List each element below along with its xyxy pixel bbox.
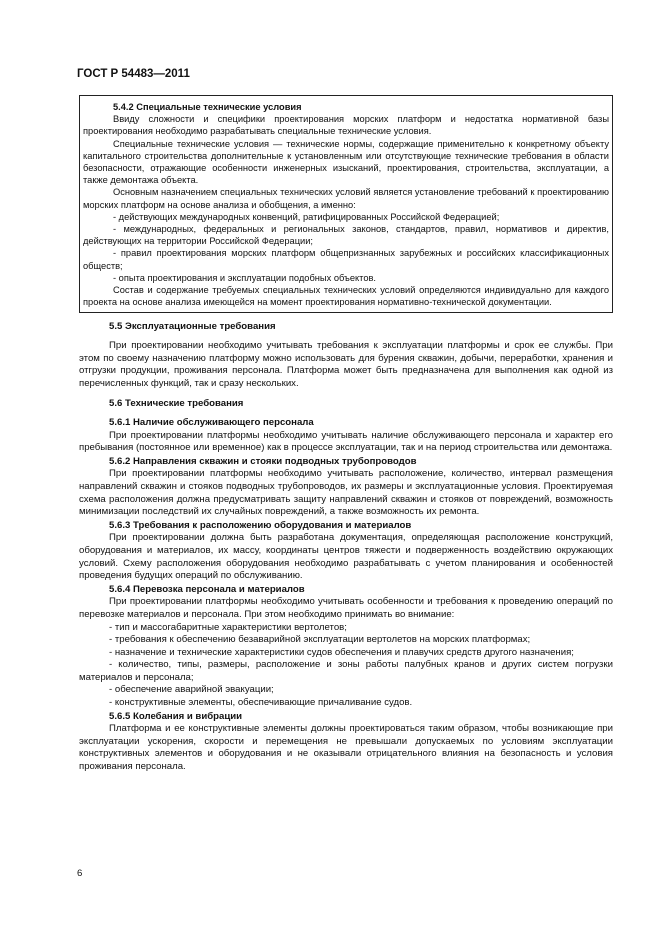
paragraph: Специальные технические условия — технические нормы, содержащие применительно к конкретному объекту капитального строительства дополнительные к установленным или отсутствующие технические требования в области безопасности, отражающие особенности инженерных изысканий, проектирования, строительства, эксплуатации, а также демонтажа объекта. [83,138,609,186]
paragraph: Платформа и ее конструктивные элементы должны проектироваться таким образом, чтобы возникающие при эксплуатации ускорения, скорости и перемещения не превышали допускаемых по условиям эксплуатации конструктивных элементов и оборудования и не оказывали отрицательного влияния на безопасность и условия проживания персонала. [79,723,613,773]
list-item: - требования к обеспечению безаварийной эксплуатации вертолетов на морских платформах; [109,634,531,646]
paragraph: При проектировании необходимо учитывать требования к эксплуатации платформы и срок ее службы. При этом по своему назначению платформу можно использовать для бурения скважин, добычи, переработки, хранения и отгрузки продукции, проживания персонала. Платформа может быть предназначена для выполнения как одной из перечисленных функций, так и сразу нескольких. [79,340,613,389]
section-title-5-6-1: 5.6.1 Наличие обслуживающего персонала [109,417,314,429]
boxed-section-5-4-2 [79,95,613,313]
section-title-5-6-5: 5.6.5 Колебания и вибрации [109,710,243,722]
page-content [79,95,613,774]
paragraph: При проектировании платформы необходимо учитывать расположение, количество, интервал размещения направлений скважин и стояков подводных трубопроводов, их размеры и эксплуатационные условия. Проектируемая схема расположения должна предусматривать защиту направлений скважин и стояков от повреждений, возможность минимизации последствий их случайных повреждений, а также возможность их ремонта. [79,468,613,518]
list-item: - международных, федеральных и региональных законов, стандартов, правил, нормативов и директив, действующих на территории Российской Федерации; [83,224,609,247]
list-item: - конструктивные элементы, обеспечивающие причаливание судов. [109,697,413,709]
section-title-5-6-3: 5.6.3 Требования к расположению оборудования и материалов [109,519,412,531]
list-item: - обеспечение аварийной эвакуации; [109,684,274,696]
section-title-5-6: 5.6 Технические требования [109,398,244,410]
document-id: ГОСТ Р 54483—2011 [77,68,190,80]
list-item: - опыта проектирования и эксплуатации подобных объектов. [113,272,377,283]
paragraph: При проектировании платформы необходимо учитывать наличие обслуживающего персонала и характер его пребывания (постоянное или временное) как в процессе эксплуатации, так и на период строительства или демонтажа. [79,429,613,454]
section-title-5-4-2: 5.4.2 Специальные технические условия [113,102,302,112]
list-item: - правил проектирования морских платформ общепризнанных зарубежных и российских классификационных обществ; [83,248,609,271]
list-item: - тип и массогабаритные характеристики вертолетов; [109,621,347,633]
paragraph: При проектировании должна быть разработана документация, определяющая расположение конструкций, оборудования и материалов, их массу, координаты центров тяжести и подверженность воздействию окружающих условий. Схему расположения оборудования необходимо разрабатывать с учетом планирования и особенностей проведения будущих операций по обслуживанию. [79,532,613,582]
list-item: - действующих международных конвенций, ратифицированных Российской Федерацией; [113,211,500,222]
page-number: 6 [77,868,83,879]
paragraph: Ввиду сложности и специфики проектирования морских платформ и недостатка нормативной базы проектирования необходимо разрабатывать специальные технические условия. [83,114,609,137]
paragraph: При проектировании платформы необходимо учитывать особенности и требования к проведению операций по перевозке материалов и персонала. При этом необходимо принимать во внимание: [79,596,613,620]
list-item: - количество, типы, размеры, расположение и зоны работы палубных кранов и других систем погрузки материалов и персонала; [79,659,613,683]
section-title-5-6-2: 5.6.2 Направления скважин и стояки подводных трубопроводов [109,455,417,467]
section-title-5-5: 5.5 Эксплуатационные требования [109,321,276,333]
list-item: - назначение и технические характеристики судов обеспечения и плавучих средств другого назначения; [109,646,574,658]
paragraph: Основным назначением специальных технических условий является установление требований к проектированию морских платформ на основе анализа и обобщения, а именно: [83,187,609,210]
paragraph: Состав и содержание требуемых специальных технических условий определяются индивидуально для каждого проекта на основе анализа имеющейся на момент проектирования нормативно-технической документации. [83,285,609,308]
section-title-5-6-4: 5.6.4 Перевозка персонала и материалов [109,583,305,595]
